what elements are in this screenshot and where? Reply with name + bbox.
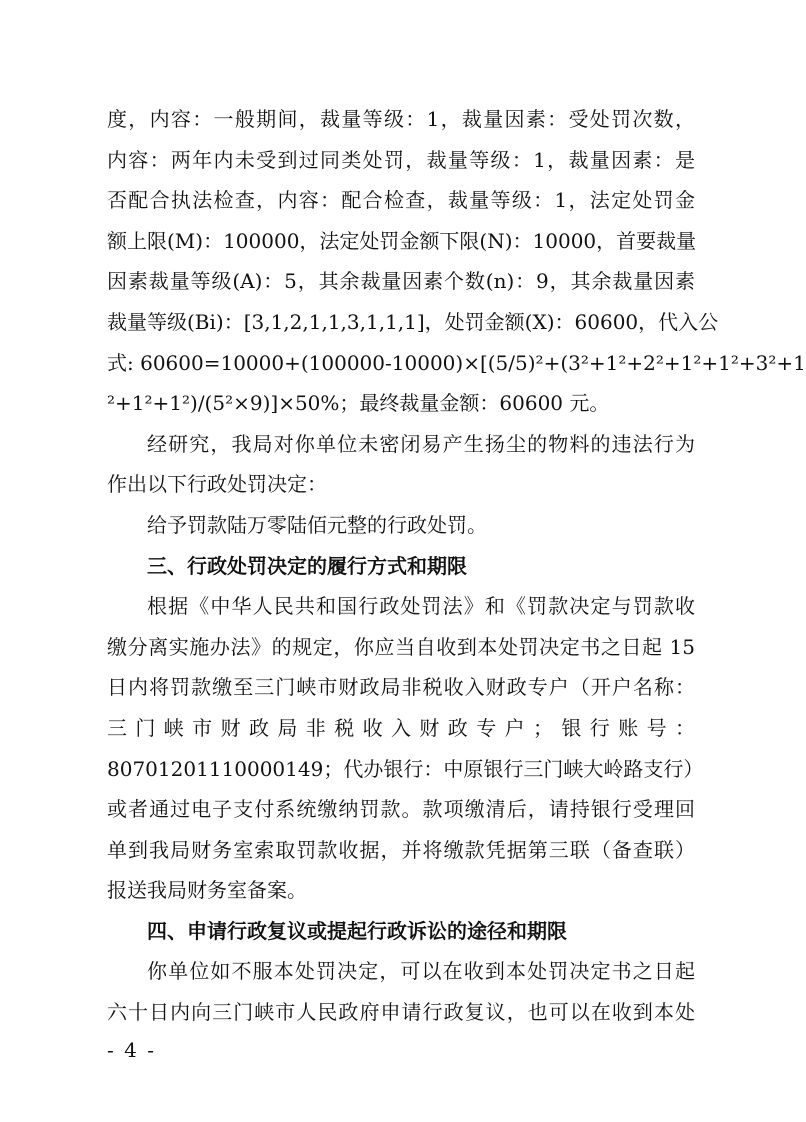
paragraph-line: 缴分离实施办法》的规定，你应当自收到本处罚决定书之日起 15 xyxy=(107,634,695,659)
paragraph-line: 80701201110000149；代办银行：中原银行三门峡大岭路支行） xyxy=(107,756,704,781)
section-heading: 四、申请行政复议或提起行政诉讼的途径和期限 xyxy=(147,918,567,943)
paragraph-line: 日内将罚款缴至三门峡市财政局非税收入财政专户（开户名称： xyxy=(107,675,695,700)
paragraph-line: 经研究，我局对你单位未密闭易产生扬尘的物料的违法行为 xyxy=(147,431,695,456)
paragraph-line: 你单位如不服本处罚决定，可以在收到本处罚决定书之日起 xyxy=(147,959,695,984)
paragraph-line: 式: 60600=10000+(100000-10000)×[(5/5)²+(3²+1²+2²+1²+1²+3²+1 xyxy=(107,350,806,375)
paragraph-line: 因素裁量等级(A)：5，其余裁量因素个数(n)：9，其余裁量因素 xyxy=(107,269,695,294)
section-heading: 三、行政处罚决定的履行方式和期限 xyxy=(147,553,467,578)
paragraph-line: 额上限(M)：100000，法定处罚金额下限(N)：10000，首要裁量 xyxy=(107,228,697,253)
paragraph-line: 单到我局财务室索取罚款收据，并将缴款凭据第三联（备查联） xyxy=(107,837,695,862)
paragraph-line: 报送我局财务室备案。 xyxy=(107,878,307,903)
paragraph-line: 或者通过电子支付系统缴纳罚款。款项缴清后，请持银行受理回 xyxy=(107,797,695,822)
paragraph-line: ²+1²+1²)/(5²×9)]×50%；最终裁量金额：60600 元。 xyxy=(107,391,610,416)
paragraph-line: 给予罚款陆万零陆佰元整的行政处罚。 xyxy=(147,512,487,537)
paragraph-line: 度，内容：一般期间，裁量等级：1，裁量因素：受处罚次数， xyxy=(107,107,695,131)
document-body xyxy=(107,99,806,1033)
paragraph-line: 否配合执法检查，内容：配合检查，裁量等级：1，法定处罚金 xyxy=(107,188,695,213)
paragraph-line: 三门峡市财政局非税收入财政专户；银行账号： xyxy=(107,715,695,740)
paragraph-line: 根据《中华人民共和国行政处罚法》和《罚款决定与罚款收 xyxy=(147,594,695,619)
paragraph-line: 作出以下行政处罚决定： xyxy=(107,472,327,497)
paragraph-line: 裁量等级(Bi)：[3,1,2,1,1,3,1,1,1]，处罚金额(X)：60600，代入公 xyxy=(107,309,719,334)
page-number: - 4 - xyxy=(107,1038,156,1062)
paragraph-line: 内容：两年内未受到过同类处罚，裁量等级：1，裁量因素：是 xyxy=(107,147,695,172)
paragraph-line: 六十日内向三门峡市人民政府申请行政复议，也可以在收到本处 xyxy=(107,1000,695,1025)
